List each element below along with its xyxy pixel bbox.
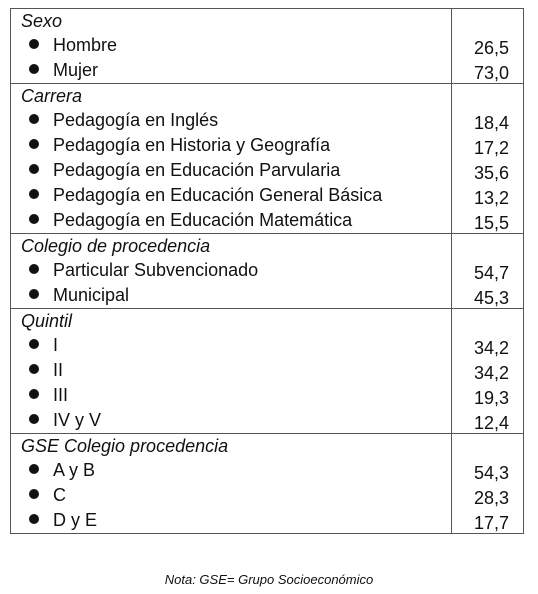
bullet-icon (29, 64, 39, 74)
section-label-cell (11, 434, 452, 534)
item-label: II (53, 360, 64, 380)
item-value: 12,4 (473, 413, 509, 433)
list-item (11, 283, 451, 308)
list-item (11, 408, 451, 433)
item-value: 18,4 (473, 113, 509, 133)
section-title: Colegio de procedencia (21, 236, 211, 256)
item-label: Pedagogía en Educación Matemática (53, 210, 353, 230)
list-item (11, 108, 451, 133)
bullet-icon (29, 364, 39, 374)
section-title: Quintil (21, 311, 73, 331)
list-item (11, 508, 451, 533)
data-table-container (10, 8, 523, 534)
list-item (11, 333, 451, 358)
item-label: III (53, 385, 69, 405)
item-value: 45,3 (473, 288, 509, 308)
item-label: Particular Subvencionado (53, 260, 259, 280)
item-label: D y E (53, 510, 98, 530)
item-label: C (53, 485, 66, 505)
bullet-icon (29, 214, 39, 224)
item-label: Hombre (53, 35, 118, 55)
item-value: 28,3 (473, 488, 509, 508)
bullet-icon (29, 264, 39, 274)
section-title: Sexo (21, 11, 63, 31)
bullet-icon (29, 464, 39, 474)
bullet-icon (29, 189, 39, 199)
item-value: 73,0 (473, 63, 509, 83)
bullet-icon (29, 514, 39, 524)
section-label-cell (11, 84, 452, 234)
list-item (11, 358, 451, 383)
list-item (11, 208, 451, 233)
item-label: Mujer (53, 60, 99, 80)
item-label: Pedagogía en Inglés (53, 110, 219, 130)
bullet-icon (29, 339, 39, 349)
item-label: Pedagogía en Educación General Básica (53, 185, 383, 205)
item-value: 17,7 (473, 513, 509, 533)
bullet-icon (29, 414, 39, 424)
section-label-cell (11, 234, 452, 309)
item-label: A y B (53, 460, 96, 480)
list-item (11, 33, 451, 58)
section-label-cell (11, 309, 452, 434)
section-value-cell (452, 84, 524, 234)
item-value: 26,5 (473, 38, 509, 58)
item-label: IV y V (53, 410, 102, 430)
item-value: 54,3 (473, 463, 509, 483)
section-label-cell (11, 9, 452, 84)
demographics-table (10, 8, 524, 534)
item-label: Pedagogía en Historia y Geografía (53, 135, 331, 155)
section-value-cell (452, 434, 524, 534)
section-row (11, 84, 524, 234)
bullet-icon (29, 139, 39, 149)
item-value: 35,6 (473, 163, 509, 183)
section-value-cell (452, 9, 524, 84)
section-row (11, 309, 524, 434)
section-row (11, 434, 524, 534)
section-title: GSE Colegio procedencia (21, 436, 229, 456)
item-value: 15,5 (473, 213, 509, 233)
list-item (11, 58, 451, 83)
list-item (11, 458, 451, 483)
bullet-icon (29, 164, 39, 174)
item-value: 17,2 (473, 138, 509, 158)
item-value: 13,2 (473, 188, 509, 208)
item-label: Pedagogía en Educación Parvularia (53, 160, 341, 180)
section-row (11, 9, 524, 84)
bullet-icon (29, 114, 39, 124)
section-title: Carrera (21, 86, 83, 106)
bullet-icon (29, 489, 39, 499)
item-value: 34,2 (473, 363, 509, 383)
item-value: 34,2 (473, 338, 509, 358)
list-item (11, 383, 451, 408)
table-body (11, 9, 524, 534)
bullet-icon (29, 39, 39, 49)
bullet-icon (29, 389, 39, 399)
item-value: 54,7 (473, 263, 509, 283)
section-value-cell (452, 234, 524, 309)
list-item (11, 258, 451, 283)
item-value: 19,3 (473, 388, 509, 408)
item-label: I (53, 335, 59, 355)
list-item (11, 133, 451, 158)
list-item (11, 483, 451, 508)
bullet-icon (29, 289, 39, 299)
table-note: Nota: GSE= Grupo Socioeconómico (164, 572, 374, 587)
list-item (11, 158, 451, 183)
section-value-cell (452, 309, 524, 434)
list-item (11, 183, 451, 208)
item-label: Municipal (53, 285, 130, 305)
section-row (11, 234, 524, 309)
